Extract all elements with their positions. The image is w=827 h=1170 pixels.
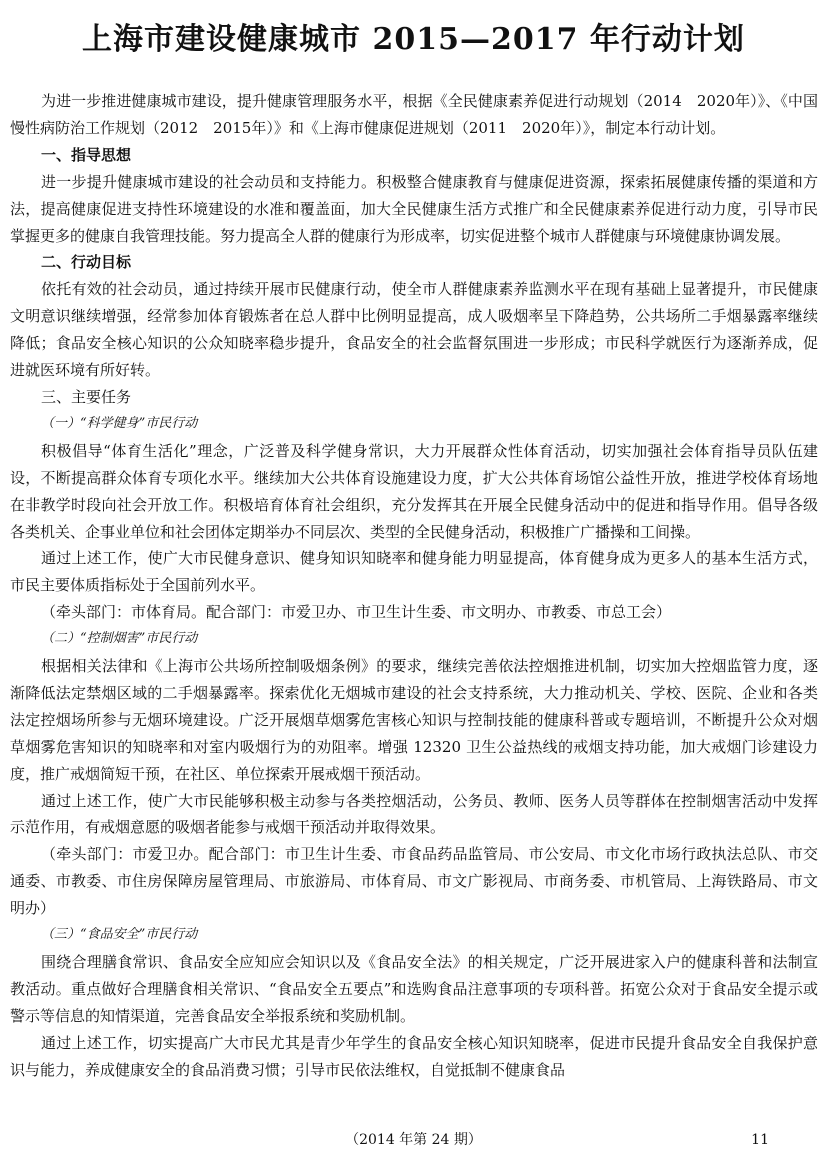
fitness-paragraph-2: 通过上述工作，使广大市民健身意识、健身知识知晓率和健身能力明显提高，体育健身成为更多人的基本生活方式，市民主要体质指标处于全国前列水平。 — [10, 549, 818, 595]
tobacco-departments: （牵头部门：市爱卫办。配合部门：市卫生计生委、市食品药品监管局、市公安局、市文化市场行政执法总队、市交通委、市教委、市住房保障房屋管理局、市旅游局、市体育局、市文广影视局、市商务委、市机管局、上海铁路局、市文明办） — [10, 845, 818, 918]
action-goals-paragraph: 依托有效的社会动员，通过持续开展市民健康行动，使全市人群健康素养监测水平在现有基础上显著提升，市民健康文明意识继续增强，经常参加体育锻炼者在总人群中比例明显提高，成人吸烟率呈下降趋势，公共场所二手烟暴露率继续降低；食品安全核心知识的公众知晓率稳步提升，食品安全的社会监督氛围进一步形成；市民科学就医行为逐渐养成，促进就医环境有所好转。 — [10, 280, 818, 380]
food-safety-paragraph-2: 通过上述工作，切实提高广大市民尤其是青少年学生的食品安全核心知识知晓率，促进市民提升食品安全自我保护意识与能力，养成健康安全的食品消费习惯；引导市民依法维权，自觉抵制不健康食品 — [10, 1033, 818, 1079]
guiding-thought-paragraph: 进一步提升健康城市建设的社会动员和支持能力。积极整合健康教育与健康促进资源，探索拓展健康传播的渠道和方法，提高健康促进支持性环境建设的水准和覆盖面，加大全民健康生活方式推广和全民健康素养促进行动力度，引导市民掌握更多的健康自我管理技能。努力提高全人群的健康行为形成率，切实促进整个城市人群健康与环境健康协调发展。 — [10, 172, 818, 245]
section-heading-guiding-thought: 一、指导思想 — [41, 145, 132, 164]
food-safety-paragraph-1: 围绕合理膳食常识、食品安全应知应会知识以及《食品安全法》的相关规定，广泛开展进家入户的健康科普和法制宣教活动。重点做好合理膳食相关常识、“食品安全五要点”和选购食品注意事项的专项科普。拓宽公众对于食品安全提示或警示等信息的知情渠道，完善食品安全举报系统和奖励机制。 — [10, 953, 818, 1025]
tobacco-paragraph-2: 通过上述工作，使广大市民能够积极主动参与各类控烟活动，公务员、教师、医务人员等群体在控制烟害活动中发挥示范作用，有戒烟意愿的吸烟者能参与戒烟干预活动并取得效果。 — [10, 791, 818, 837]
fitness-departments: （牵头部门：市体育局。配合部门：市爱卫办、市卫生计生委、市文明办、市教委、市总工会） — [41, 603, 672, 622]
section-heading-action-goals: 二、行动目标 — [41, 253, 132, 272]
tobacco-paragraph-1: 根据相关法律和《上海市公共场所控制吸烟条例》的要求，继续完善依法控烟推进机制，切实加大控烟监管力度，逐渐降低法定禁烟区域的二手烟暴露率。探索优化无烟城市建设的社会支持系统，大力推动机关、学校、医院、企业和各类法定控烟场所参与无烟环境建设。广泛开展烟草烟雾危害核心知识与控制技能的健康科普或专题培训，不断提升公众对烟草烟雾危害知识的知晓率和对室内吸烟行为的劝阻率。增强 12320 卫生公益热线的戒烟支持功能，加大戒烟门诊建设力度，推广戒烟简短干预，在社区、单位探索开展戒烟干预活动。 — [10, 657, 818, 783]
page-number: 11 — [751, 1132, 769, 1148]
issue-label: （2014 年第 24 期） — [345, 1132, 482, 1148]
subsection-title-food-safety: （三）“食品安全”市民行动 — [41, 927, 198, 943]
section-heading-main-tasks: 三、主要任务 — [41, 387, 132, 406]
document-body — [10, 88, 818, 1084]
intro-paragraph: 为进一步推进健康城市建设，提升健康管理服务水平，根据《全民健康素养促进行动规划（2014 2020年）》、《中国慢性病防治工作规划（2012 2015年）》和《上海市健康促进规划（2011 2020年）》，制定本行动计划。 — [10, 92, 818, 137]
document-title: 上海市建设健康城市 2015—2017 年行动计划 — [82, 22, 745, 57]
subsection-title-tobacco: （二）“控制烟害”市民行动 — [41, 631, 198, 647]
subsection-title-fitness: （一）“科学健身”市民行动 — [41, 415, 198, 431]
fitness-paragraph-1: 积极倡导“体育生活化”理念，广泛普及科学健身常识，大力开展群众性体育活动，切实加强社会体育指导员队伍建设，不断提高群众体育专项化水平。继续加大公共体育设施建设力度，扩大公共体育场馆公益性开放，推进学校体育场地在非教学时段向社会开放工作。积极培育体育社会组织，充分发挥其在开展全民健身活动中的促进和指导作用。倡导各级各类机关、企事业单位和社会团体定期举办不同层次、类型的全民健身活动，积极推广广播操和工间操。 — [10, 441, 818, 541]
page-footer — [0, 1128, 827, 1152]
